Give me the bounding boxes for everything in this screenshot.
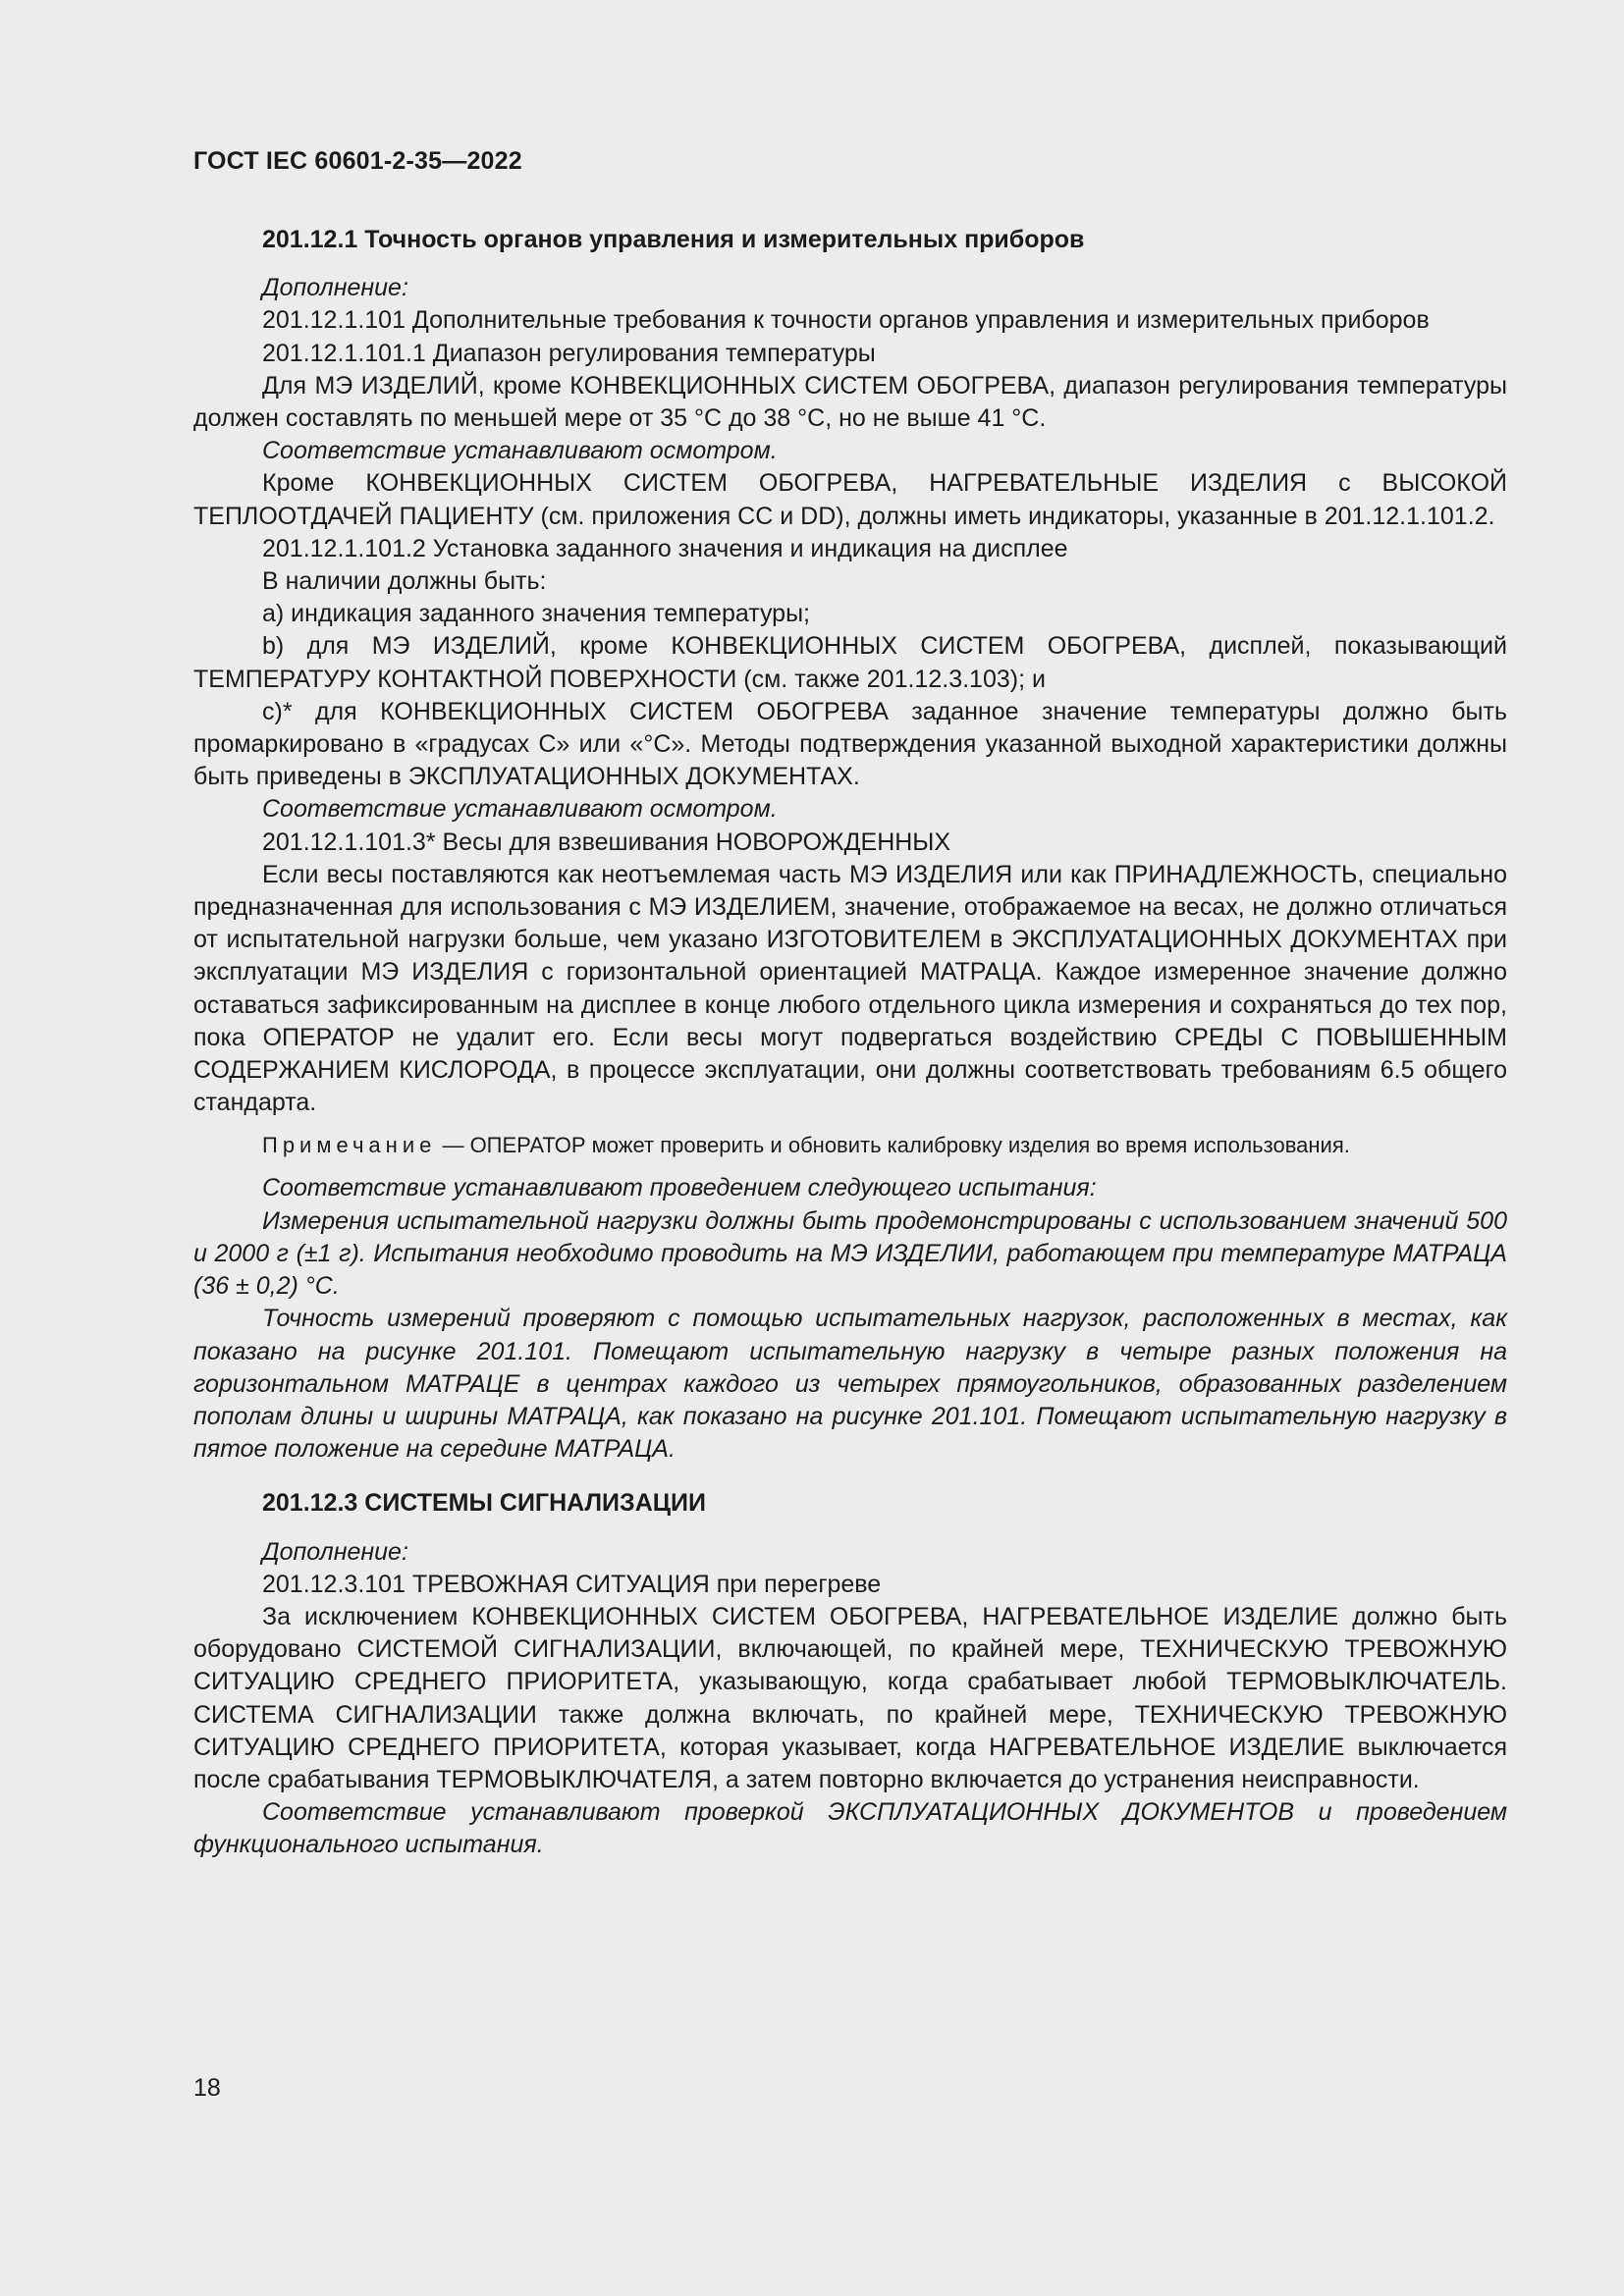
document-body [193, 224, 1507, 1862]
paragraph: Для МЭ ИЗДЕЛИЙ, кроме КОНВЕКЦИОННЫХ СИСТЕМ ОБОГРЕВА, диапазон регулирования температуры должен составлять по меньшей мере от 35 °С до 38 °С, но не выше 41 °С. [193, 371, 1507, 433]
paragraph: 201.12.1.101.2 Установка заданного значения и индикация на дисплее [262, 534, 1068, 562]
list-item-a: a) индикация заданного значения температуры; [262, 600, 810, 628]
compliance-statement: Соответствие устанавливают осмотром. [262, 437, 778, 465]
paragraph: 201.12.1.101.1 Диапазон регулирования температуры [262, 339, 876, 367]
addition-label: Дополнение: [262, 274, 408, 302]
paragraph: В наличии должны быть: [262, 567, 547, 596]
document-header: ГОСТ IEC 60601-2-35—2022 [193, 147, 522, 175]
compliance-statement: Соответствие устанавливают проверкой ЭКСПЛУАТАЦИОННЫХ ДОКУМЕНТОВ и проведением функционального испытания. [193, 1798, 1507, 1859]
document-page [193, 0, 1507, 2296]
paragraph: 201.12.3.101 ТРЕВОЖНАЯ СИТУАЦИЯ при перегреве [262, 1570, 882, 1598]
addition-label: Дополнение: [262, 1537, 408, 1566]
note [193, 1131, 1507, 1160]
list-item-b: b) для МЭ ИЗДЕЛИЙ, кроме КОНВЕКЦИОННЫХ СИСТЕМ ОБОГРЕВА, дисплей, показывающий ТЕМПЕРАТУРУ КОНТАКТНОЙ ПОВЕРХНОСТИ (см. также 201.12.3.103); и [193, 632, 1507, 693]
test-description: Точность измерений проверяют с помощью испытательных нагрузок, расположенных в местах, как показано на рисунке 201.101. Помещают испытательную нагрузку в четыре разных положения на горизонтальном МАТРАЦЕ в центрах каждого из четырех прямоугольников, образованных разделением пополам длины и ширины МАТРАЦА, как показано на рисунке 201.101. Помещают испытательную нагрузку в пятое положение на середине МАТРАЦА. [193, 1305, 1507, 1464]
paragraph: Кроме КОНВЕКЦИОННЫХ СИСТЕМ ОБОГРЕВА, НАГРЕВАТЕЛЬНЫЕ ИЗДЕЛИЯ с ВЫСОКОЙ ТЕПЛООТДАЧЕЙ ПАЦИЕНТУ (см. приложения СС и DD), должны иметь индикаторы, указанные в 201.12.1.101.2. [193, 469, 1507, 530]
page-number: 18 [193, 2074, 221, 2102]
section-heading-201-12-1: 201.12.1 Точность органов управления и измерительных приборов [262, 226, 1085, 253]
paragraph: За исключением КОНВЕКЦИОННЫХ СИСТЕМ ОБОГРЕВА, НАГРЕВАТЕЛЬНОЕ ИЗДЕЛИЕ должно быть оборудовано СИСТЕМОЙ СИГНАЛИЗАЦИИ, включающей, по крайней мере, ТЕХНИЧЕСКУЮ ТРЕВОЖНУЮ СИТУАЦИЮ СРЕДНЕГО ПРИОРИТЕТА, указывающую, когда срабатывает любой ТЕРМОВЫКЛЮЧАТЕЛЬ. СИСТЕМА СИГНАЛИЗАЦИИ также должна включать, по крайней мере, ТЕХНИЧЕСКУЮ ТРЕВОЖНУЮ СИТУАЦИЮ СРЕДНЕГО ПРИОРИТЕТА, которая указывает, когда НАГРЕВАТЕЛЬНОЕ ИЗДЕЛИЕ выключается после срабатывания ТЕРМОВЫКЛЮЧАТЕЛЯ, а затем повторно включается до устранения неисправности. [193, 1602, 1507, 1793]
compliance-statement: Соответствие устанавливают осмотром. [262, 795, 778, 824]
paragraph: 201.12.1.101.3* Весы для взвешивания НОВОРОЖДЕННЫХ [262, 828, 951, 856]
paragraph: Если весы поставляются как неотъемлемая часть МЭ ИЗДЕЛИЯ или как ПРИНАДЛЕЖНОСТЬ, специально предназначенная для использования с МЭ ИЗДЕЛИЕМ, значение, отображаемое на весах, не должно отличаться от испытательной нагрузки больше, чем указано ИЗГОТОВИТЕЛЕМ в ЭКСПЛУАТАЦИОННЫХ ДОКУМЕНТАХ при эксплуатации МЭ ИЗДЕЛИЯ с горизонтальной ориентацией МАТРАЦА. Каждое измеренное значение должно оставаться зафиксированным на дисплее в конце любого отдельного цикла измерения и сохраняться до тех пор, пока ОПЕРАТОР не удалит его. Если весы могут подвергаться воздействию СРЕДЫ С ПОВЫШЕННЫМ СОДЕРЖАНИЕМ КИСЛОРОДА, в процессе эксплуатации, они должны соответствовать требованиям 6.5 общего стандарта. [193, 860, 1507, 1117]
test-description: Измерения испытательной нагрузки должны быть продемонстрированы с использованием значений 500 и 2000 г (±1 г). Испытания необходимо проводить на МЭ ИЗДЕЛИИ, работающем при температуре МАТРАЦА (36 ± 0,2) °С. [193, 1206, 1507, 1301]
note-label: Примечание [262, 1133, 437, 1158]
list-item-c: c)* для КОНВЕКЦИОННЫХ СИСТЕМ ОБОГРЕВА заданное значение температуры должно быть промаркировано в «градусах С» или «°С». Методы подтверждения указанной выходной характеристики должны быть приведены в ЭКСПЛУАТАЦИОННЫХ ДОКУМЕНТАХ. [193, 697, 1507, 791]
note-text: — ОПЕРАТОР может проверить и обновить калибровку изделия во время использования. [436, 1133, 1350, 1158]
compliance-statement: Соответствие устанавливают проведением следующего испытания: [262, 1174, 1097, 1202]
section-heading-201-12-3: 201.12.3 СИСТЕМЫ СИГНАЛИЗАЦИИ [262, 1489, 706, 1518]
paragraph: 201.12.1.101 Дополнительные требования к точности органов управления и измерительных приборов [262, 306, 1430, 335]
